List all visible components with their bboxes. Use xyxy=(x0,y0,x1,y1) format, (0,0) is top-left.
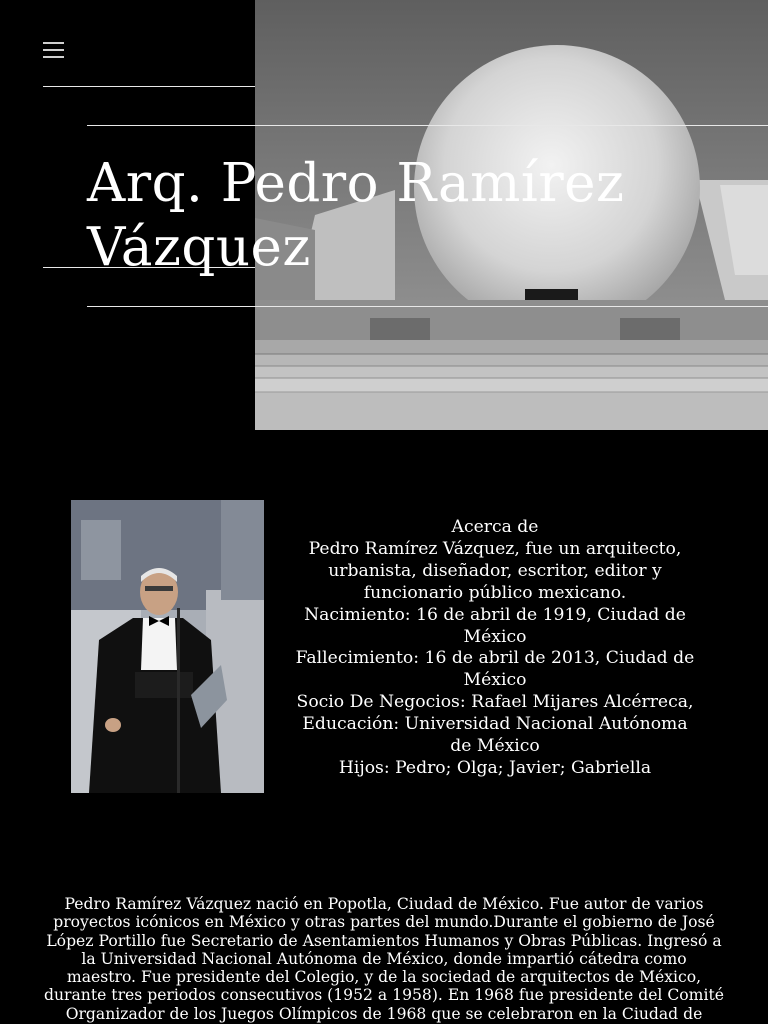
bio-line: Pedro Ramírez Vázquez nació en Popotla, Ciudad de México. Fue autor de varios xyxy=(64,895,704,913)
about-line: urbanista, diseñador, escritor, editor y xyxy=(328,560,662,581)
bio-line: proyectos icónicos en México y otras partes del mundo.Durante el gobierno de José xyxy=(53,913,715,932)
bio-line: la Universidad Nacional Autónoma de México, donde impartió cátedra como xyxy=(81,949,687,968)
about-line: de México xyxy=(450,736,540,757)
menu-bar xyxy=(43,42,64,44)
about-section xyxy=(275,517,715,780)
about-line: Pedro Ramírez Vázquez, fue un arquitecto, xyxy=(308,538,682,559)
biography-paragraph xyxy=(32,895,736,1023)
about-line: Nacimiento: 16 de abril de 1919, Ciudad de xyxy=(304,604,686,625)
about-line: Hijos: Pedro; Olga; Javier; Gabriella xyxy=(338,757,652,778)
about-line: México xyxy=(463,626,527,647)
portrait-photo xyxy=(71,500,264,793)
man-in-tuxedo-illustration xyxy=(71,500,264,793)
bio-line: maestro. Fue presidente del Colegio, y de la sociedad de arquitectos de México, xyxy=(66,968,702,987)
about-line: Fallecimiento: 16 de abril de 2013, Ciudad de xyxy=(295,648,695,669)
bio-line: durante tres periodos consecutivos (1952 a 1958). En 1968 fue presidente del Comité xyxy=(44,986,724,1005)
about-line: México xyxy=(463,670,527,691)
bio-line: Organizador de los Juegos Olímpicos de 1968 que se celebraron en la Ciudad de xyxy=(65,1004,703,1023)
divider-line xyxy=(87,125,768,126)
about-line: Socio De Negocios: Rafael Mijares Alcérreca, xyxy=(296,692,694,713)
hamburger-menu-icon[interactable] xyxy=(43,42,64,58)
page-title-line: Arq. Pedro Ramírez xyxy=(87,153,625,214)
menu-bar xyxy=(43,49,64,51)
divider-line xyxy=(87,306,768,307)
about-line: funcionario público mexicano. xyxy=(363,582,627,603)
divider-line xyxy=(43,86,255,87)
about-line: Educación: Universidad Nacional Autónoma xyxy=(302,714,688,735)
page-title xyxy=(87,152,687,280)
about-heading: Acerca de xyxy=(451,517,539,537)
page-title-line: Vázquez xyxy=(87,217,311,278)
menu-bar xyxy=(43,56,64,58)
bio-line: López Portillo fue Secretario de Asentamientos Humanos y Obras Públicas. Ingresó a xyxy=(46,931,722,950)
